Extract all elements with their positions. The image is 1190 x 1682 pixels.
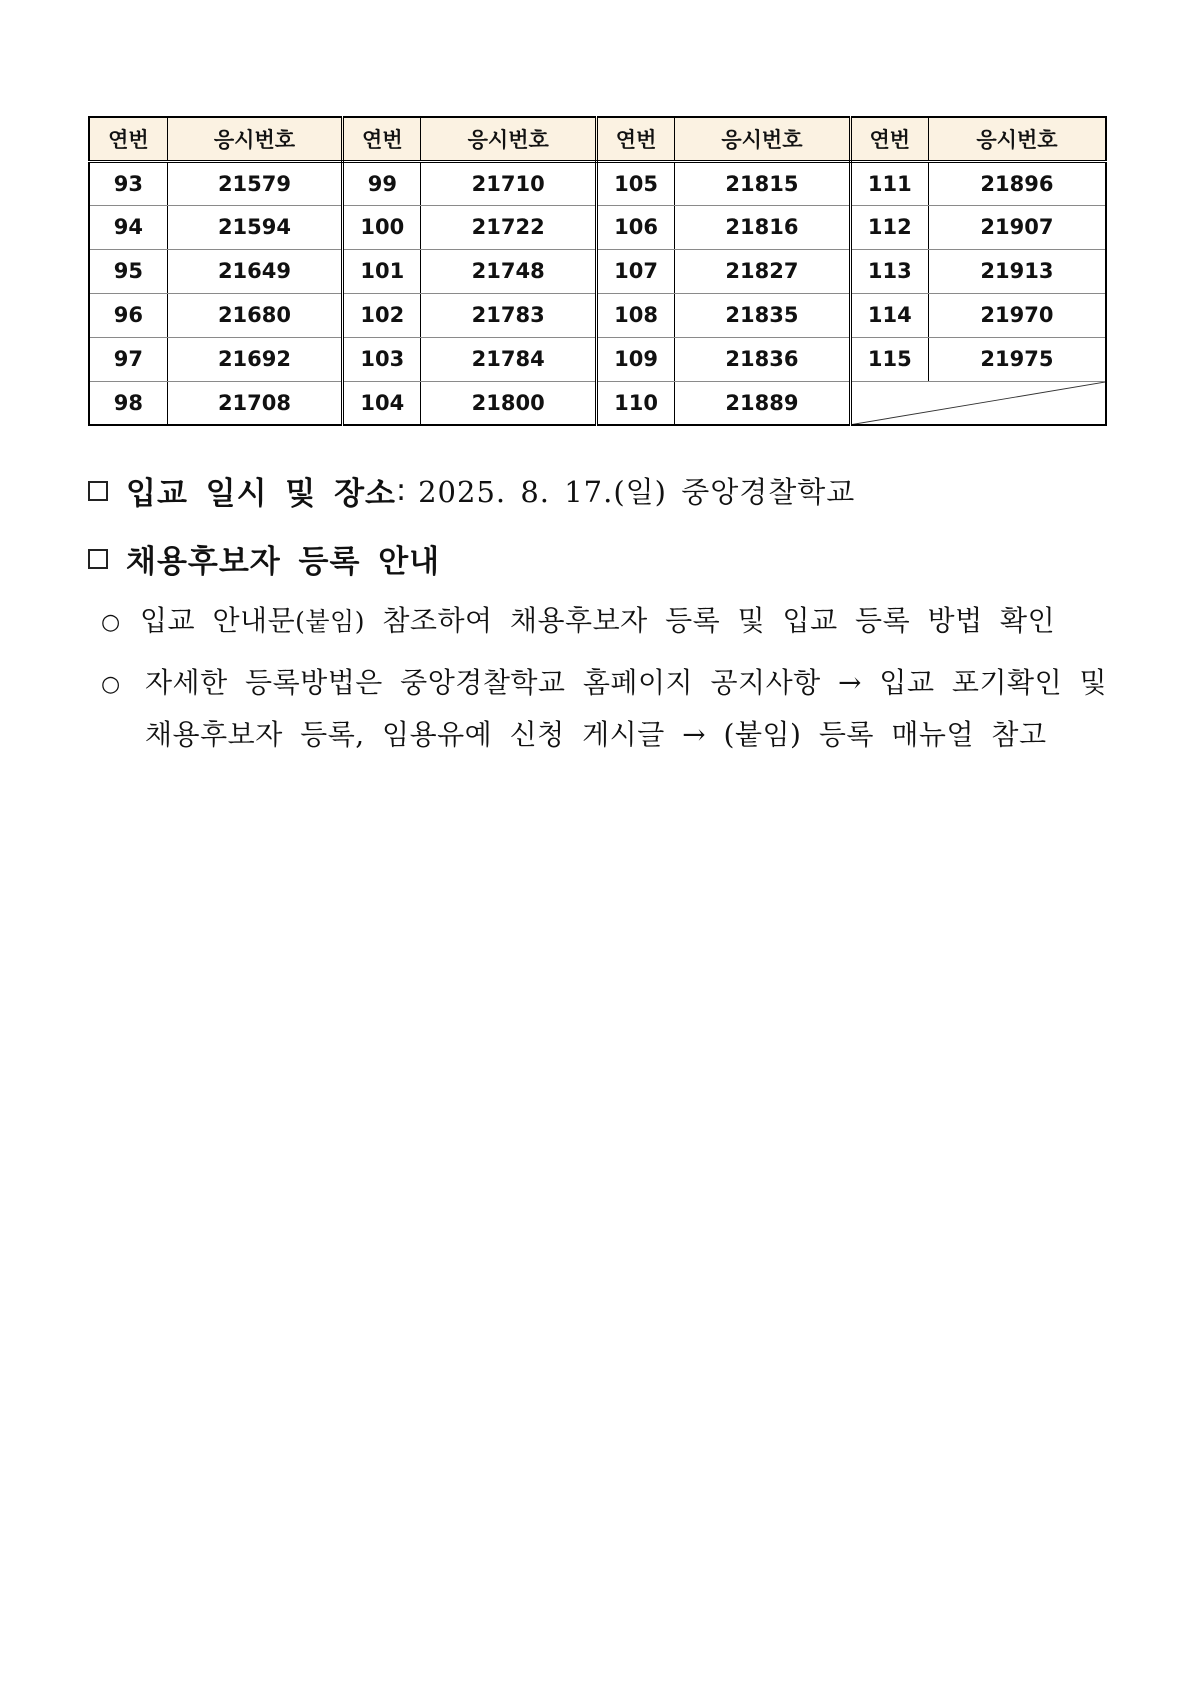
bullet-entry-notice-suffix: 참조하여 채용후보자 등록 및 입교 등록 방법 확인	[364, 604, 1056, 637]
seq-cell: 103	[343, 337, 421, 381]
exam-number-cell: 21784	[421, 337, 597, 381]
exam-number-cell: 21710	[421, 161, 597, 205]
circle-bullet-icon: ○	[101, 672, 121, 697]
table-row	[89, 161, 1106, 205]
seq-cell: 101	[343, 249, 421, 293]
exam-number-cell: 21896	[928, 161, 1106, 205]
seq-cell: 115	[850, 337, 928, 381]
seq-cell: 107	[596, 249, 674, 293]
table-header-row	[89, 117, 1106, 161]
seq-cell: 96	[89, 293, 167, 337]
seq-cell: 104	[343, 381, 421, 425]
diagonal-line	[852, 382, 1105, 425]
entry-info-title: 입교 일시 및 장소	[126, 476, 396, 512]
exam-number-cell: 21816	[675, 205, 851, 249]
registration-title: 채용후보자 등록 안내	[126, 544, 441, 580]
seq-cell: 110	[596, 381, 674, 425]
exam-number-cell: 21815	[675, 161, 851, 205]
empty-diagonal-cell	[850, 381, 1106, 425]
header-seq: 연번	[850, 117, 928, 161]
entry-info-heading	[88, 468, 855, 513]
registration-heading	[88, 536, 440, 581]
header-seq: 연번	[343, 117, 421, 161]
exam-number-cell: 21889	[675, 381, 851, 425]
bullet-entry-notice-paren: (붙임)	[295, 607, 365, 636]
seq-cell: 102	[343, 293, 421, 337]
seq-cell: 98	[89, 381, 167, 425]
entry-info-value: 2025. 8. 17.(일) 중앙경찰학교	[418, 475, 856, 509]
table-row	[89, 205, 1106, 249]
seq-cell: 113	[850, 249, 928, 293]
candidate-number-table	[88, 116, 1107, 426]
exam-number-cell: 21722	[421, 205, 597, 249]
exam-number-cell: 21649	[167, 249, 343, 293]
checkbox-icon	[88, 481, 108, 501]
seq-cell: 93	[89, 161, 167, 205]
exam-number-cell: 21579	[167, 161, 343, 205]
exam-number-cell: 21907	[928, 205, 1106, 249]
bullet-entry-notice	[140, 599, 1055, 639]
header-seq: 연번	[596, 117, 674, 161]
seq-cell: 95	[89, 249, 167, 293]
header-exam-number: 응시번호	[928, 117, 1106, 161]
seq-cell: 114	[850, 293, 928, 337]
seq-cell: 100	[343, 205, 421, 249]
exam-number-cell: 21975	[928, 337, 1106, 381]
seq-cell: 99	[343, 161, 421, 205]
seq-cell: 105	[596, 161, 674, 205]
exam-number-cell: 21680	[167, 293, 343, 337]
exam-number-cell: 21835	[675, 293, 851, 337]
exam-number-cell: 21708	[167, 381, 343, 425]
exam-number-cell: 21748	[421, 249, 597, 293]
bullet-registration-method-line2: 채용후보자 등록, 임용유예 신청 게시글 → (붙임) 등록 매뉴얼 참고	[145, 718, 1047, 751]
table-row	[89, 293, 1106, 337]
exam-number-cell: 21594	[167, 205, 343, 249]
table-row	[89, 337, 1106, 381]
exam-number-cell: 21827	[675, 249, 851, 293]
seq-cell: 109	[596, 337, 674, 381]
exam-number-cell: 21836	[675, 337, 851, 381]
exam-number-cell: 21692	[167, 337, 343, 381]
circle-bullet-icon: ○	[101, 610, 121, 635]
table-row	[89, 381, 1106, 425]
header-seq: 연번	[89, 117, 167, 161]
checkbox-icon	[88, 549, 108, 569]
seq-cell: 94	[89, 205, 167, 249]
bullet-registration-method-line1: 자세한 등록방법은 중앙경찰학교 홈페이지 공지사항 → 입교 포기확인 및	[145, 666, 1108, 699]
entry-info-colon: :	[396, 473, 407, 508]
bullet-entry-notice-prefix: 입교 안내문	[140, 604, 296, 637]
exam-number-cell: 21913	[928, 249, 1106, 293]
seq-cell: 97	[89, 337, 167, 381]
header-exam-number: 응시번호	[421, 117, 597, 161]
exam-number-cell: 21783	[421, 293, 597, 337]
table-row	[89, 249, 1106, 293]
header-exam-number: 응시번호	[167, 117, 343, 161]
exam-number-cell: 21800	[421, 381, 597, 425]
seq-cell: 111	[850, 161, 928, 205]
seq-cell: 112	[850, 205, 928, 249]
seq-cell: 106	[596, 205, 674, 249]
header-exam-number: 응시번호	[675, 117, 851, 161]
exam-number-cell: 21970	[928, 293, 1106, 337]
seq-cell: 108	[596, 293, 674, 337]
